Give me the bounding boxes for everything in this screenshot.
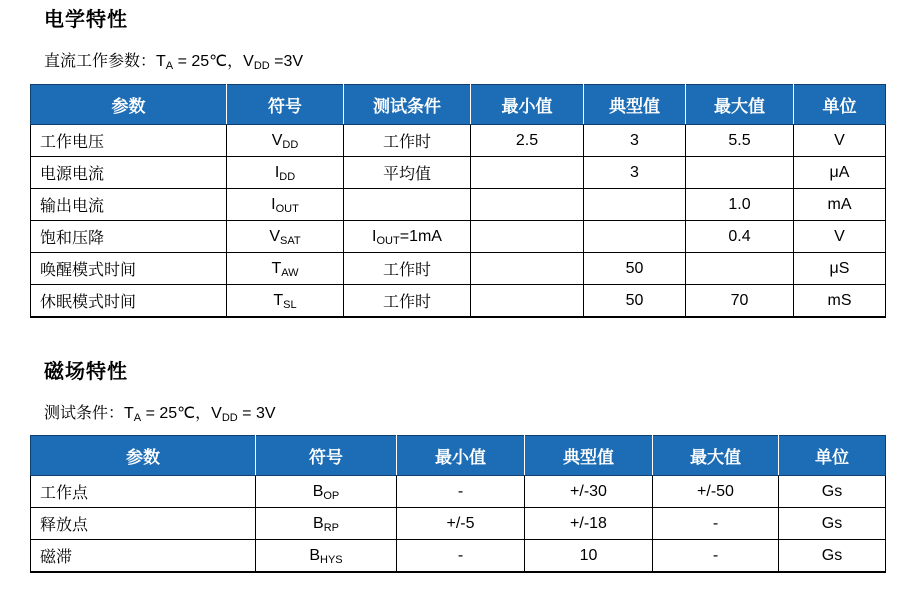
- typ-cell: 50: [584, 285, 686, 318]
- table-row: [31, 540, 886, 573]
- param-cell: 唤醒模式时间: [31, 253, 227, 285]
- symbol-cell: $I_{DD}$: [227, 157, 344, 189]
- table-row: [31, 221, 886, 253]
- cond-vdd: $V_{DD} = 3V$: [211, 405, 276, 424]
- typ-cell: +/-30: [525, 476, 653, 508]
- cond-ta: $T_A$ = 25℃，: [124, 405, 212, 424]
- condition-cell: $I_{OUT}=1mA$: [344, 221, 471, 253]
- table-row: [31, 125, 886, 157]
- column-header: 参数: [31, 85, 227, 125]
- max-cell: 1.0: [686, 189, 794, 221]
- condition-cell: 工作时: [344, 285, 471, 318]
- column-header: 最大值: [653, 436, 779, 476]
- electrical-table: [30, 84, 886, 318]
- table-row: [31, 476, 886, 508]
- symbol-cell: $T_{SL}$: [227, 285, 344, 318]
- max-cell: -: [653, 540, 779, 573]
- table-row: [31, 285, 886, 318]
- condition-cell: 工作时: [344, 125, 471, 157]
- min-cell: -: [397, 540, 525, 573]
- symbol-cell: $V_{SAT}$: [227, 221, 344, 253]
- param-cell: 休眠模式时间: [31, 285, 227, 318]
- column-header: 参数: [31, 436, 256, 476]
- unit-cell: mA: [794, 189, 886, 221]
- cond-ta: $T_A$ = 25℃，: [156, 53, 244, 72]
- typ-cell: 50: [584, 253, 686, 285]
- magnetic-table: [30, 435, 886, 573]
- unit-cell: Gs: [779, 540, 886, 573]
- unit-cell: Gs: [779, 476, 886, 508]
- column-header: 符号: [256, 436, 397, 476]
- min-cell: 2.5: [471, 125, 584, 157]
- table-row: [31, 508, 886, 540]
- column-header: 最小值: [471, 85, 584, 125]
- typ-cell: [584, 189, 686, 221]
- symbol-cell: $V_{DD}$: [227, 125, 344, 157]
- unit-cell: μS: [794, 253, 886, 285]
- param-cell: 工作点: [31, 476, 256, 508]
- typ-cell: +/-18: [525, 508, 653, 540]
- symbol-cell: $T_{AW}$: [227, 253, 344, 285]
- condition-cell: [344, 189, 471, 221]
- min-cell: [471, 189, 584, 221]
- table-row: [31, 253, 886, 285]
- unit-cell: V: [794, 221, 886, 253]
- max-cell: [686, 157, 794, 189]
- min-cell: [471, 253, 584, 285]
- typ-cell: 3: [584, 157, 686, 189]
- table-row: [31, 157, 886, 189]
- column-header: 典型值: [525, 436, 653, 476]
- max-cell: [686, 253, 794, 285]
- symbol-cell: $B_{OP}$: [256, 476, 397, 508]
- param-cell: 工作电压: [31, 125, 227, 157]
- param-cell: 电源电流: [31, 157, 227, 189]
- max-cell: 70: [686, 285, 794, 318]
- min-cell: +/-5: [397, 508, 525, 540]
- section-title-electrical: 电学特性: [44, 7, 128, 31]
- symbol-cell: $B_{HYS}$: [256, 540, 397, 573]
- column-header: 最大值: [686, 85, 794, 125]
- unit-cell: μA: [794, 157, 886, 189]
- min-cell: [471, 285, 584, 318]
- section-title-magnetic: 磁场特性: [44, 359, 128, 383]
- max-cell: 0.4: [686, 221, 794, 253]
- table-header-row: [31, 85, 886, 125]
- column-header: 单位: [794, 85, 886, 125]
- typ-cell: 10: [525, 540, 653, 573]
- unit-cell: V: [794, 125, 886, 157]
- min-cell: [471, 221, 584, 253]
- conditions-prefix: 直流工作参数：: [44, 51, 157, 70]
- condition-cell: 平均值: [344, 157, 471, 189]
- table-row: [31, 189, 886, 221]
- symbol-cell: $B_{RP}$: [256, 508, 397, 540]
- min-cell: [471, 157, 584, 189]
- cond-vdd: $V_{DD} =3V$: [243, 53, 304, 72]
- typ-cell: [584, 221, 686, 253]
- table-header-row: [31, 436, 886, 476]
- unit-cell: mS: [794, 285, 886, 318]
- symbol-cell: $I_{OUT}$: [227, 189, 344, 221]
- column-header: 最小值: [397, 436, 525, 476]
- unit-cell: Gs: [779, 508, 886, 540]
- column-header: 单位: [779, 436, 886, 476]
- typ-cell: 3: [584, 125, 686, 157]
- param-cell: 饱和压降: [31, 221, 227, 253]
- param-cell: 磁滞: [31, 540, 256, 573]
- param-cell: 释放点: [31, 508, 256, 540]
- max-cell: 5.5: [686, 125, 794, 157]
- condition-cell: 工作时: [344, 253, 471, 285]
- conditions-prefix: 测试条件：: [44, 403, 125, 422]
- column-header: 符号: [227, 85, 344, 125]
- column-header: 测试条件: [344, 85, 471, 125]
- param-cell: 输出电流: [31, 189, 227, 221]
- electrical-conditions: [44, 48, 303, 71]
- magnetic-conditions: [44, 400, 276, 423]
- min-cell: -: [397, 476, 525, 508]
- max-cell: +/-50: [653, 476, 779, 508]
- max-cell: -: [653, 508, 779, 540]
- column-header: 典型值: [584, 85, 686, 125]
